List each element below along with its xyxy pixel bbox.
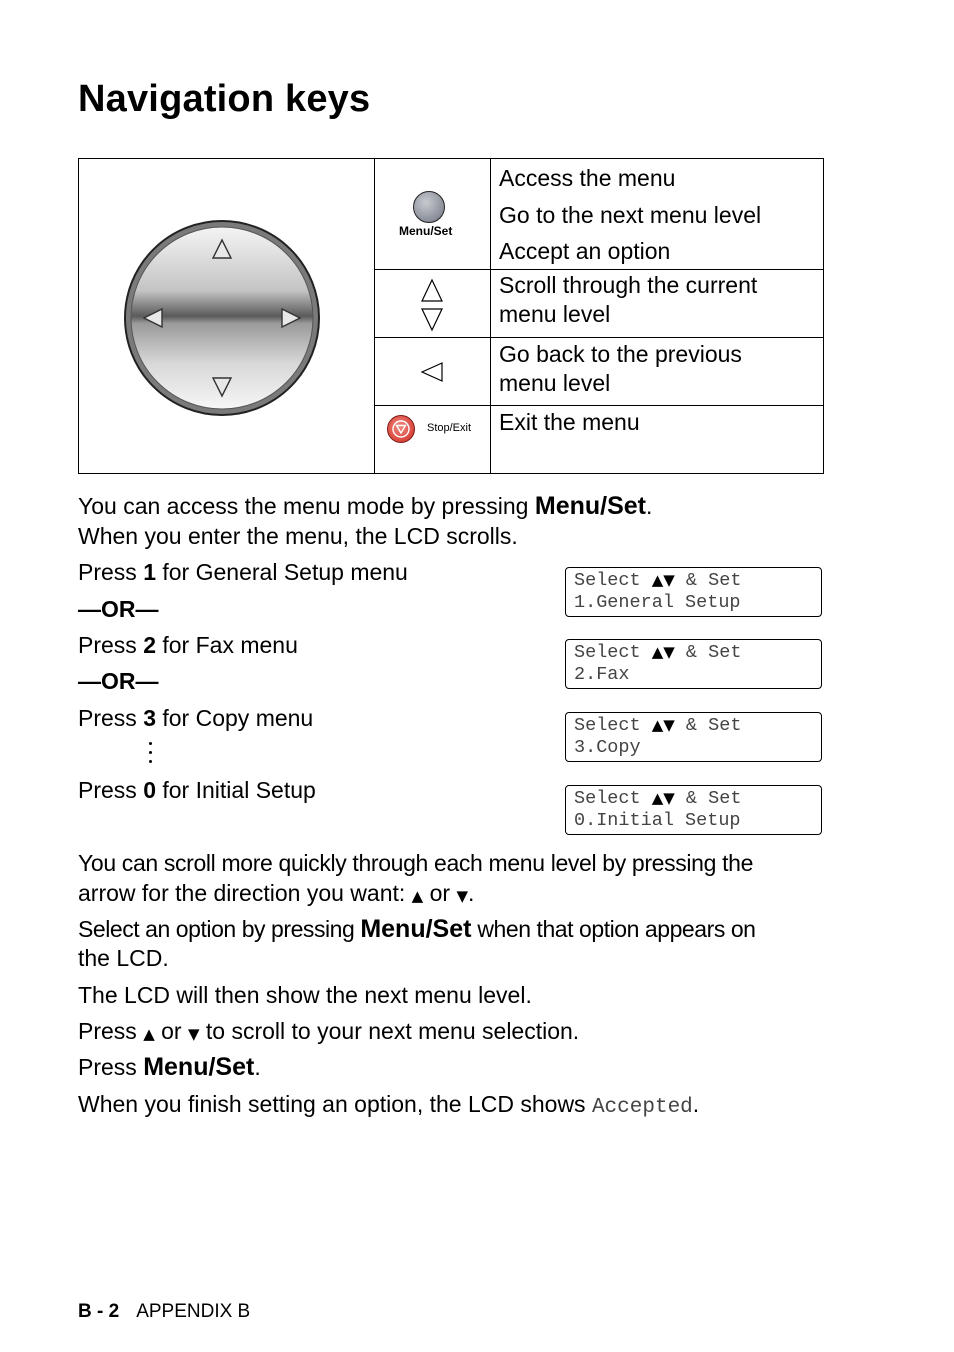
body-text: Press — [78, 1018, 144, 1044]
lcd-display-initial-setup — [565, 785, 822, 835]
lcd-display-fax — [565, 639, 822, 689]
body-text: When you finish setting an option, the LCD shows — [78, 1091, 592, 1117]
navigation-dial-icon — [120, 218, 324, 420]
description-line: Scroll through the current — [499, 272, 758, 298]
stop-symbol-icon — [388, 416, 414, 442]
body-text: or — [423, 880, 457, 906]
option-key: 0 — [143, 777, 156, 803]
down-arrow-icon: ▼ — [187, 1025, 200, 1043]
option-key: 3 — [143, 705, 156, 731]
key-description-scroll — [499, 271, 757, 329]
vertical-ellipsis-icon — [149, 742, 153, 769]
body-text: . — [692, 1091, 700, 1117]
body-text: when that option appears on — [471, 916, 756, 942]
key-description-back — [499, 340, 742, 398]
description-line: Access the menu — [499, 165, 676, 191]
lcd-line-1: Select ▲▼ & Set — [574, 715, 742, 736]
body-text: Select an option by pressing — [78, 916, 361, 942]
down-arrow-icon: ▼ — [456, 887, 468, 905]
up-arrow-icon: ▲ — [411, 887, 424, 905]
page-footer — [78, 1301, 250, 1323]
option-general-setup — [78, 557, 408, 587]
description-line: menu level — [499, 301, 611, 327]
table-divider — [374, 405, 823, 406]
up-down-arrows-icon — [419, 278, 445, 332]
table-divider — [374, 337, 823, 338]
lcd-line-2: 2.Fax — [574, 664, 630, 685]
lcd-display-general-setup — [565, 567, 822, 617]
lcd-line-1: Select ▲▼ & Set — [574, 788, 742, 809]
option-text: Press — [78, 705, 144, 731]
back-arrow-icon — [420, 360, 444, 384]
body-text: Press — [78, 1054, 144, 1080]
option-text: for Initial Setup — [155, 777, 316, 803]
description-line: Go to the next menu level — [499, 201, 762, 228]
lcd-line-2: 3.Copy — [574, 737, 641, 758]
paragraph-accepted — [78, 1089, 699, 1123]
or-separator: —OR— — [78, 596, 159, 622]
menu-set-key-name: Menu/Set — [143, 1053, 255, 1081]
key-description-menu-set — [499, 160, 761, 270]
option-text: Press — [78, 632, 144, 658]
key-description-exit — [499, 408, 640, 437]
lcd-display-copy — [565, 712, 822, 762]
stop-exit-label: Stop/Exit — [427, 422, 472, 434]
menu-set-key-name: Menu/Set — [360, 915, 472, 943]
option-text: for Fax menu — [155, 632, 298, 658]
description-line: menu level — [499, 370, 611, 396]
paragraph-select-line-2: the LCD. — [78, 945, 169, 971]
paragraph-scroll-line-2 — [78, 878, 474, 911]
option-copy — [78, 703, 313, 733]
paragraph-scroll-line-1: You can scroll more quickly through each menu level by pressing the — [78, 850, 754, 876]
body-text: . — [468, 880, 475, 906]
option-text: Press — [78, 777, 144, 803]
menu-set-label: Menu/Set — [399, 224, 453, 238]
lcd-line-1: Select ▲▼ & Set — [574, 570, 742, 591]
menu-set-key-name: Menu/Set — [534, 492, 646, 520]
paragraph-scroll-selection — [78, 1016, 579, 1049]
up-down-arrows-icon: ▲▼ — [651, 643, 675, 661]
body-text: to scroll to your next menu selection. — [199, 1018, 580, 1044]
intro-line-1 — [78, 491, 652, 521]
description-line: Accept an option — [499, 238, 671, 264]
option-text: for General Setup menu — [155, 559, 408, 585]
lcd-accepted-text: Accepted — [591, 1096, 693, 1119]
paragraph-press-menu-set — [78, 1052, 261, 1082]
lcd-line-2: 1.General Setup — [574, 592, 741, 613]
option-text: for Copy menu — [155, 705, 314, 731]
intro-text: . — [646, 493, 653, 519]
option-initial-setup — [78, 775, 316, 805]
page-title: Navigation keys — [78, 78, 371, 120]
up-down-arrows-icon: ▲▼ — [651, 716, 675, 734]
body-text: or — [154, 1018, 188, 1044]
up-arrow-icon: ▲ — [143, 1025, 155, 1043]
menu-set-button-icon — [413, 191, 445, 223]
body-text: arrow for the direction you want: — [78, 880, 412, 906]
option-key: 1 — [143, 559, 156, 585]
paragraph-next-level: The LCD will then show the next menu level. — [78, 982, 532, 1008]
footer-section: APPENDIX B — [136, 1301, 251, 1322]
option-fax — [78, 630, 298, 660]
option-key: 2 — [143, 632, 156, 658]
description-line: Exit the menu — [499, 409, 640, 435]
up-down-arrows-icon: ▲▼ — [651, 789, 675, 807]
lcd-line-1: Select ▲▼ & Set — [574, 642, 742, 663]
intro-line-2: When you enter the menu, the LCD scrolls. — [78, 523, 518, 549]
lcd-line-2: 0.Initial Setup — [574, 810, 741, 831]
stop-exit-button-icon — [387, 415, 415, 443]
up-down-arrows-icon: ▲▼ — [651, 571, 675, 589]
intro-text: You can access the menu mode by pressing — [78, 493, 535, 519]
description-line: Go back to the previous — [499, 341, 742, 367]
table-divider — [374, 159, 375, 473]
or-separator: —OR— — [78, 668, 159, 694]
option-text: Press — [78, 559, 144, 585]
body-text: . — [254, 1054, 261, 1080]
table-divider — [490, 159, 491, 473]
page-number: B - 2 — [78, 1301, 120, 1322]
paragraph-select-line-1 — [78, 914, 756, 944]
